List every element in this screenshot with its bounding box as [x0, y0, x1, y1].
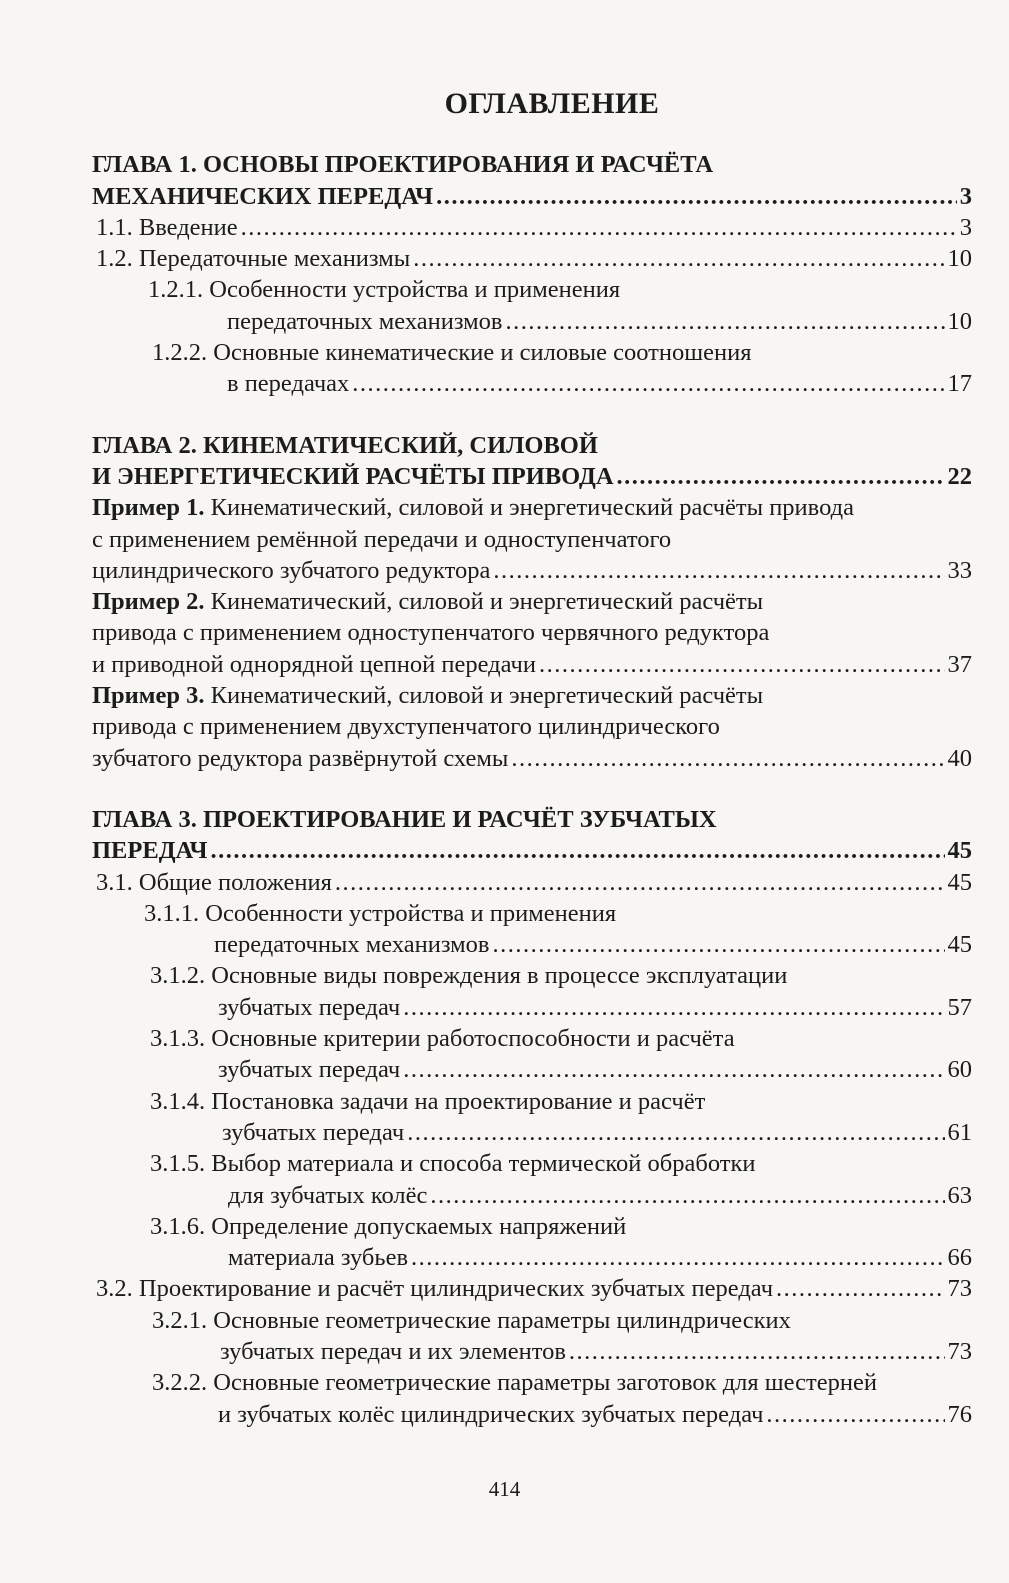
section-3-1-page: 45 [947, 868, 972, 896]
leader-dots [539, 649, 945, 678]
section-3-1-3-title-line1: 3.1.3. Основные критерии работоспособности и расчёта [150, 1025, 735, 1053]
section-3-1-3-page: 60 [947, 1056, 972, 1084]
leader-dots [776, 1273, 944, 1302]
example-1-page: 33 [947, 556, 972, 584]
section-3-2-1-title-line2: зубчатых передач и их элементов [220, 1337, 566, 1365]
leader-dots [617, 461, 945, 490]
chapter-3-page: 45 [947, 837, 972, 865]
chapter-3-title-line2: ПЕРЕДАЧ [92, 837, 208, 865]
section-3-2-2-entry[interactable] [92, 1367, 972, 1430]
leader-dots [511, 743, 944, 772]
section-3-1-4-entry[interactable] [92, 1086, 972, 1149]
section-1-2-title: 1.2. Передаточные механизмы [96, 245, 411, 273]
chapter-1-title-line1: ГЛАВА 1. ОСНОВЫ ПРОЕКТИРОВАНИЯ И РАСЧЁТА [92, 151, 714, 179]
leader-dots [506, 306, 945, 335]
section-3-1-4-title-line2: зубчатых передач [222, 1118, 405, 1146]
section-1-2-1-title-line2: передаточных механизмов [227, 307, 503, 335]
chapter-2-title-line2: И ЭНЕРГЕТИЧЕСКИЙ РАСЧЁТЫ ПРИВОДА [92, 462, 614, 490]
section-3-1-5-entry[interactable] [92, 1148, 972, 1211]
section-3-2-page: 73 [947, 1275, 972, 1303]
leader-dots [436, 181, 957, 210]
table-of-contents [92, 88, 972, 1430]
leader-dots [493, 929, 945, 958]
section-1-1-title: 1.1. Введение [96, 213, 238, 241]
section-3-1-1-page: 45 [947, 931, 972, 959]
example-3-title-line1: Кинематический, силовой и энергетический расчёты [204, 682, 764, 710]
section-3-2-title: 3.2. Проектирование и расчёт цилиндрических зубчатых передач [96, 1275, 774, 1303]
page-number: 414 [488, 1477, 521, 1501]
leader-dots [352, 368, 944, 397]
example-3-title-line2: привода с применением двухступенчатого цилиндрического [92, 713, 720, 741]
section-1-2-entry[interactable] [92, 243, 972, 274]
chapter-2-page: 22 [947, 462, 972, 490]
leader-dots [407, 1117, 944, 1146]
leader-dots [241, 212, 957, 241]
section-3-2-1-entry[interactable] [92, 1305, 972, 1368]
section-3-1-3-title-line2: зубчатых передач [218, 1056, 401, 1084]
section-3-2-2-title-line2: и зубчатых колёс цилиндрических зубчатых передач [218, 1400, 764, 1428]
section-3-1-1-title-line1: 3.1.1. Особенности устройства и применения [144, 899, 617, 927]
leader-dots [430, 1180, 944, 1209]
section-3-2-1-page: 73 [947, 1337, 972, 1365]
section-3-1-2-entry[interactable] [92, 960, 972, 1023]
chapter-1-entry[interactable] [92, 149, 972, 212]
section-1-1-page: 3 [959, 213, 972, 241]
section-3-1-6-title-line1: 3.1.6. Определение допускаемых напряжений [150, 1212, 627, 1240]
leader-dots [211, 835, 945, 864]
section-3-1-entry[interactable] [92, 867, 972, 898]
leader-dots [766, 1399, 944, 1428]
section-3-1-4-page: 61 [947, 1118, 972, 1146]
leader-dots [413, 243, 944, 272]
section-3-2-2-title-line1: 3.2.2. Основные геометрические параметры заготовок для шестерней [152, 1369, 877, 1397]
section-1-2-2-entry[interactable] [92, 337, 972, 400]
section-3-1-6-page: 66 [947, 1244, 972, 1272]
example-2-title-line3: и приводной однорядной цепной передачи [92, 650, 536, 678]
chapter-2-title-line1: ГЛАВА 2. КИНЕМАТИЧЕСКИЙ, СИЛОВОЙ [92, 431, 598, 459]
page-title: ОГЛАВЛЕНИЕ [444, 87, 660, 120]
example-1-label: Пример 1. [92, 494, 205, 522]
section-1-2-1-title-line1: 1.2.1. Особенности устройства и применения [148, 276, 621, 304]
chapter-3-title-line1: ГЛАВА 3. ПРОЕКТИРОВАНИЕ И РАСЧЁТ ЗУБЧАТЫХ [92, 805, 717, 833]
example-2-title-line2: привода с применением одноступенчатого червячного редуктора [92, 619, 770, 647]
section-3-1-5-title-line1: 3.1.5. Выбор материала и способа термической обработки [150, 1150, 756, 1178]
section-1-2-2-title-line1: 1.2.2. Основные кинематические и силовые соотношения [152, 339, 752, 367]
chapter-2-entry[interactable] [92, 430, 972, 493]
example-2-title-line1: Кинематический, силовой и энергетический расчёты [204, 588, 764, 616]
section-3-2-2-page: 76 [947, 1400, 972, 1428]
example-2-entry[interactable] [92, 586, 972, 680]
section-3-1-1-entry[interactable] [92, 898, 972, 961]
section-3-1-2-page: 57 [947, 993, 972, 1021]
section-3-1-3-entry[interactable] [92, 1023, 972, 1086]
leader-dots [403, 992, 944, 1021]
section-3-2-1-title-line1: 3.2.1. Основные геометрические параметры цилиндрических [152, 1306, 791, 1334]
example-3-title-line3: зубчатого редуктора развёрнутой схемы [92, 744, 509, 772]
leader-dots [569, 1336, 945, 1365]
leader-dots [403, 1054, 944, 1083]
section-3-1-4-title-line1: 3.1.4. Постановка задачи на проектирование и расчёт [150, 1087, 706, 1115]
section-3-1-6-entry[interactable] [92, 1211, 972, 1274]
chapter-1-title-line2: МЕХАНИЧЕСКИХ ПЕРЕДАЧ [92, 182, 434, 210]
example-2-label: Пример 2. [92, 588, 205, 616]
section-1-2-2-page: 17 [947, 370, 972, 398]
leader-dots [411, 1242, 944, 1271]
section-1-2-1-page: 10 [947, 307, 972, 335]
section-3-1-5-page: 63 [947, 1181, 972, 1209]
example-1-title-line1: Кинематический, силовой и энергетический расчёты привода [204, 494, 854, 522]
example-2-page: 37 [947, 650, 972, 678]
section-1-2-2-title-line2: в передачах [227, 370, 350, 398]
section-1-2-1-entry[interactable] [92, 274, 972, 337]
example-3-label: Пример 3. [92, 682, 205, 710]
section-3-1-5-title-line2: для зубчатых колёс [228, 1181, 428, 1209]
leader-dots [493, 555, 944, 584]
chapter-1-page: 3 [959, 182, 972, 210]
section-3-1-2-title-line2: зубчатых передач [218, 993, 401, 1021]
example-1-title-line2: с применением ремённой передачи и одноступенчатого [92, 525, 672, 553]
section-3-1-1-title-line2: передаточных механизмов [214, 931, 490, 959]
section-3-1-6-title-line2: материала зубьев [228, 1244, 409, 1272]
section-1-1-entry[interactable] [92, 212, 972, 243]
section-1-2-page: 10 [947, 245, 972, 273]
leader-dots [335, 867, 945, 896]
section-3-1-2-title-line1: 3.1.2. Основные виды повреждения в процессе эксплуатации [150, 962, 788, 990]
example-1-title-line3: цилиндрического зубчатого редуктора [92, 556, 491, 584]
chapter-3-entry[interactable] [92, 804, 972, 867]
section-3-1-title: 3.1. Общие положения [96, 868, 332, 896]
section-3-2-entry[interactable] [92, 1273, 972, 1304]
example-3-page: 40 [947, 744, 972, 772]
example-3-entry[interactable] [92, 680, 972, 774]
example-1-entry[interactable] [92, 492, 972, 586]
